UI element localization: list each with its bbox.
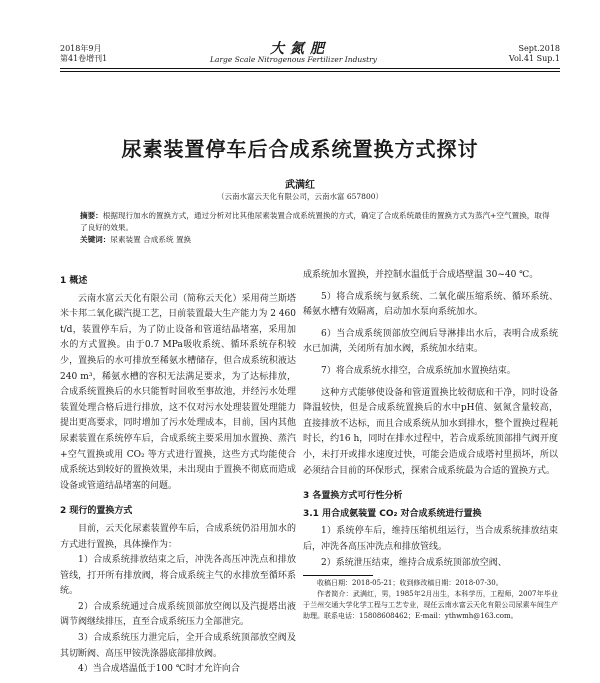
paragraph: 成系统加水置换，并控制水温低于合成塔壁温 30~40 ℃。 [303, 270, 539, 280]
paragraph: 2）合成系统通过合成系统顶部放空阀以及汽提塔出液调节阀继续排压，直至合成系统压力全部泄完。 [60, 601, 296, 628]
footnote-author-bio: 作者简介：武满红，男，1985年2月出生，本科学历，工程师，2007年毕业于兰州交通大学化学工程与工艺专业，现任云南水富云天化有限公司尿素车间生产助理。联系电话：15808608462；E-mail：ythwmh@163.com。 [303, 590, 558, 621]
abstract-text: 根据现行加水的置换方式，通过分析对比其他尿素装置合成系统置换的方式，确定了合成系统最佳的置换方式为蒸汽+空气置换，取得了良好的效果。 [80, 211, 550, 232]
section-heading-1: 1 概述 [60, 276, 88, 286]
paragraph: 1）系统停车后，维持压缩机组运行，当合成系统排放结束后，冲洗各高压冲洗点和排放管线。 [303, 526, 558, 552]
paragraph: 1）合成系统排放结束之后，冲洗各高压冲洗点和排放管线，打开所有排放阀，将合成系统主气的水排放至循环系统。 [60, 555, 296, 597]
header-date-en: Sept.2018 [518, 44, 560, 53]
paragraph: 4）当合成塔温低于100 ℃时才允许向合 [78, 664, 240, 675]
header-right [509, 44, 560, 64]
author: 武满红 [285, 180, 315, 191]
paragraph: 5）将合成系统与氨系统、二氧化碳压缩系统、循环系统、稀氨水槽有效隔离，启动加水泵向系统加水。 [303, 291, 558, 318]
paper-title: 尿素装置停车后合成系统置换方式探讨 [121, 137, 479, 161]
page-header [60, 41, 560, 66]
section-heading-2: 2 现行的置换方式 [60, 506, 133, 517]
footnote-received: 收稿日期：2018-05-21；收到修改稿日期：2018-07-30。 [317, 579, 503, 588]
paragraph: 3）合成系统压力泄完后，全开合成系统顶部放空阀及其切断阀、高压甲铵洗涤器底部排放阀。 [60, 633, 296, 659]
abstract-label: 摘要： [80, 211, 103, 220]
header-issue: 第41卷增刊1 [60, 54, 108, 63]
paragraph: 6）当合成系统顶部放空阀后导淋排出水后，表明合成系统水已加满，关闭所有加水阀，系统加水结束。 [303, 328, 558, 355]
keywords [80, 234, 556, 246]
paragraph: 这种方式能够使设备和管道置换比较彻底和干净，同时设备降温较快，但是合成系统置换后的水中pH值、氨氮含量较高，直接排放不达标，而且合成系统从加水到排水，整个置换过程耗时长，约16 h，同时在排水过程中，若合成系统顶部排气阀开度小，未打开或排水速度过快，可能会造成合成塔衬里损坏，所以必须结合目前的环保形式，探索合成系统最为合适的置换方式。 [303, 387, 558, 476]
keywords-text: 尿素装置 合成系统 置换 [110, 235, 192, 244]
header-rule-thick [60, 68, 560, 69]
header-volume-en: Vol.41 Sup.1 [508, 54, 560, 63]
abstract [80, 210, 556, 234]
header-left [60, 44, 107, 64]
left-column [60, 268, 296, 678]
subsection-heading-3-1: 3.1 用合成氨装置 CO₂ 对合成系统进行置换 [303, 508, 482, 519]
footnote-rule [303, 575, 373, 576]
paragraph: 2）系统泄压结束，维持合成系统顶部放空阀、 [321, 557, 507, 568]
paragraph: 云南水富云天化有限公司（简称云天化）采用荷兰斯塔米卡邦二氧化碳汽提工艺，日前装置最大生产能力为 2 460 t/d，装置停车后，为了防止设备和管道结晶堵塞，采用加水的方式置换。由于0.7 MPa吸收系统、循环系统存积较少，置换后的水可排放至稀氨水槽储存，但合成系统积液达 240 m³，稀氨水槽的容积无法满足要求，为了达标排放，合成系统置换后的水只能暂时回收至事故池，并经污水处理装置处理合格后进行排放，这不仅对污水处理装置处理能力提出更高要求，同时增加了污水处理成本，目前，国内其他尿素装置在系统停车后，合成系统主要采用加水置换、蒸汽+空气置换或用 CO₂ 等方式进行置换，这些方式均能使合成系统达到较好的置换效果，未出现由于置换不彻底而造成设备或管道结晶堵塞的问题。 [60, 293, 296, 491]
header-date: 2018年9月 [60, 44, 102, 53]
journal-title-cn: 大氮肥 [270, 41, 330, 57]
paragraph: 目前，云天化尿素装置停车后，合成系统仍沿用加水的方式进行置换，具体操作为： [60, 523, 296, 550]
right-column [303, 268, 558, 622]
abstract-block [80, 210, 556, 246]
header-rule-thin [60, 71, 560, 72]
journal-title-en: Large Scale Nitrogenous Fertilizer Industry [210, 55, 377, 64]
section-heading-3: 3 各置换方式可行性分析 [303, 491, 403, 502]
keywords-label: 关键词： [80, 235, 111, 244]
affiliation: （云南水富云天化有限公司，云南水富 657800） [216, 192, 383, 201]
paragraph: 7）将合成系统水排空，合成系统加水置换结束。 [321, 365, 516, 376]
